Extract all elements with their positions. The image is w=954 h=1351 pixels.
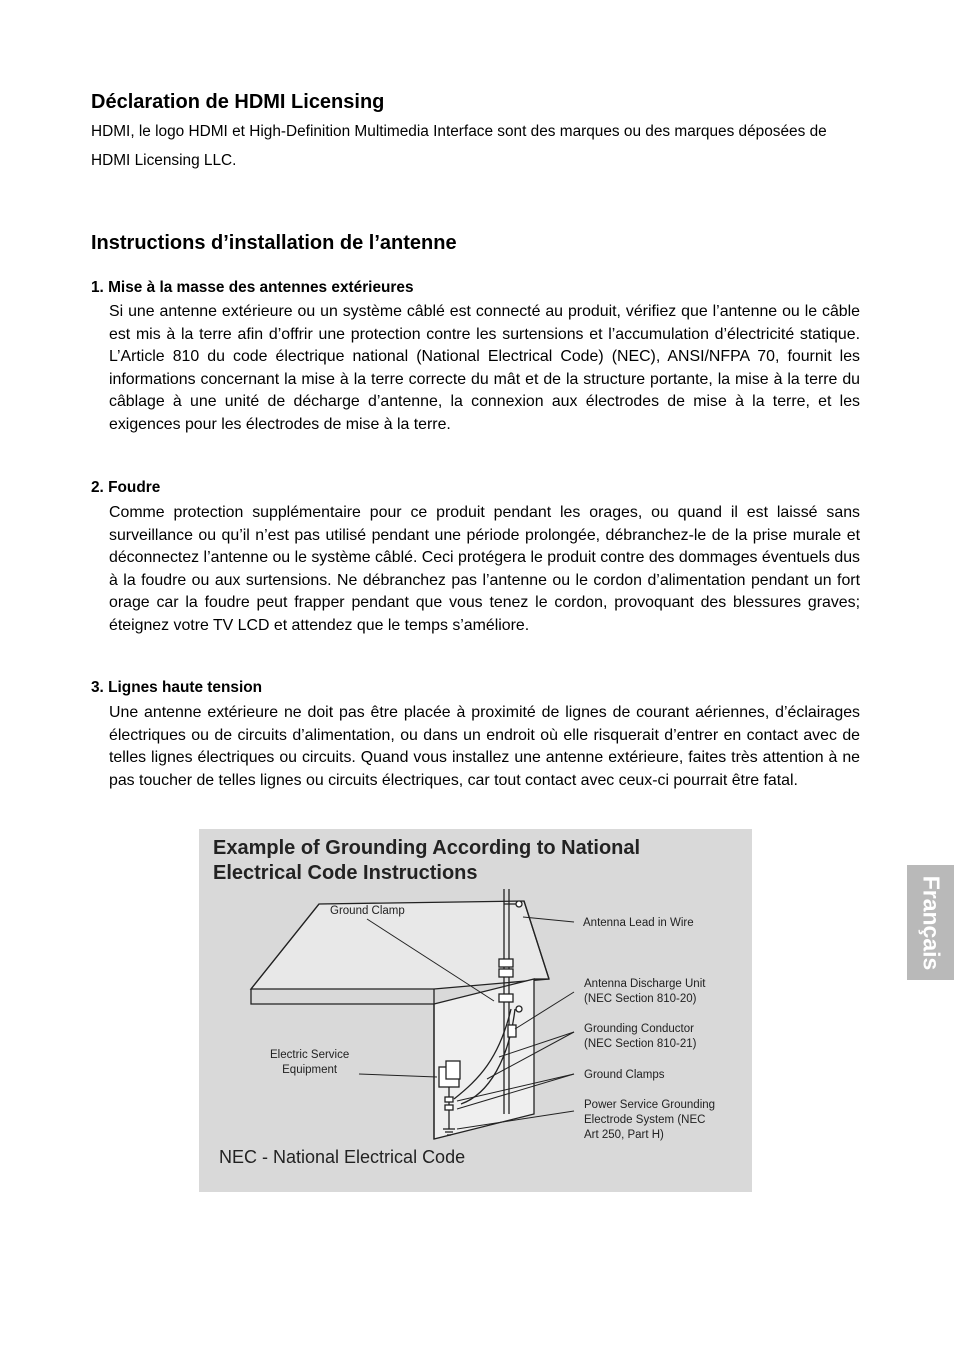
section-title-grounding: 1. Mise à la masse des antennes extérieures [91,279,414,296]
hdmi-heading: Déclaration de HDMI Licensing [91,91,385,113]
label-ground-clamp: Ground Clamp [330,905,405,917]
language-tab-label: Français [918,875,944,970]
label-grounding-conductor: Grounding Conductor (NEC Section 810-21) [584,1023,697,1050]
label-ground-clamps: Ground Clamps [584,1069,665,1081]
hdmi-paragraph: HDMI, le logo HDMI et High-Definition Multimedia Interface sont des marques ou des marques déposées de HDMI Licensing LLC. [91,123,827,169]
label-antenna-lead: Antenna Lead in Wire [583,917,694,929]
section-body-grounding: Si une antenne extérieure ou un système câblé est connecté au produit, vérifiez que l’antenne ou le câble est mis à la terre afin d’offrir une protection contre les surtensions et l’accumulation d’électricité statique. L’Article 810 du code électrique national (National Electrical Code) (NEC), ANSI/NFPA 70, fournit les informations concernant la mise à la terre correcte du mât et de la structure portante, la mise à la terre du câblage à une unité de décharge d’antenne, la connexion aux électrodes de mise à la terre, et les exigences pour les électrodes de mise à la terre. [109,303,860,433]
grounding-diagram [199,829,752,1192]
language-tab [907,865,954,980]
diagram-title-line1: Example of Grounding According to National [213,837,641,859]
label-power-service: Power Service Grounding Electrode System (NEC Art 250, Part H) [584,1099,716,1141]
diagram-title-line2: Electrical Code Instructions [213,862,478,884]
section-title-lightning: 2. Foudre [91,479,161,496]
section-title-power-lines: 3. Lignes haute tension [91,679,263,696]
label-discharge-unit: Antenna Discharge Unit (NEC Section 810-20) [584,978,706,1005]
section-body-power-lines: Une antenne extérieure ne doit pas être placée à proximité de lignes de courant aériennes, d’éclairages électriques ou de circuits d’alimentation, ou dans un endroit où elle risquerait d’entrer en contact avec de telles lignes électriques ou circuits. Quand vous installez une antenne extérieure, faites très attention à ne pas toucher de telles lignes ou circuits électriques, car tout contact avec ceux-ci pourrait être fatal. [109,704,860,789]
section-body-lightning: Comme protection supplémentaire pour ce produit pendant les orages, ou quand il est laissé sans surveillance ou qu’il n’est pas utilisé pendant une période prolongée, débranchez-le de la prise murale et déconnectez l’antenne ou le système câblé. Ceci protégera le produit contre des dommages éventuels dus à la foudre ou aux surtensions. Ne débranchez pas l’antenne ou le cordon d’alimentation pendant un fort orage car la foudre peut frapper pendant que vous tenez le cordon, provoquant des blessures graves; éteignez votre TV LCD et attendez que le temps s’améliore. [109,504,860,634]
nec-footnote: NEC - National Electrical Code [219,1147,466,1167]
antenna-heading: Instructions d’installation de l’antenne [91,232,457,254]
label-electric-service: Electric Service Equipment [270,1049,350,1076]
